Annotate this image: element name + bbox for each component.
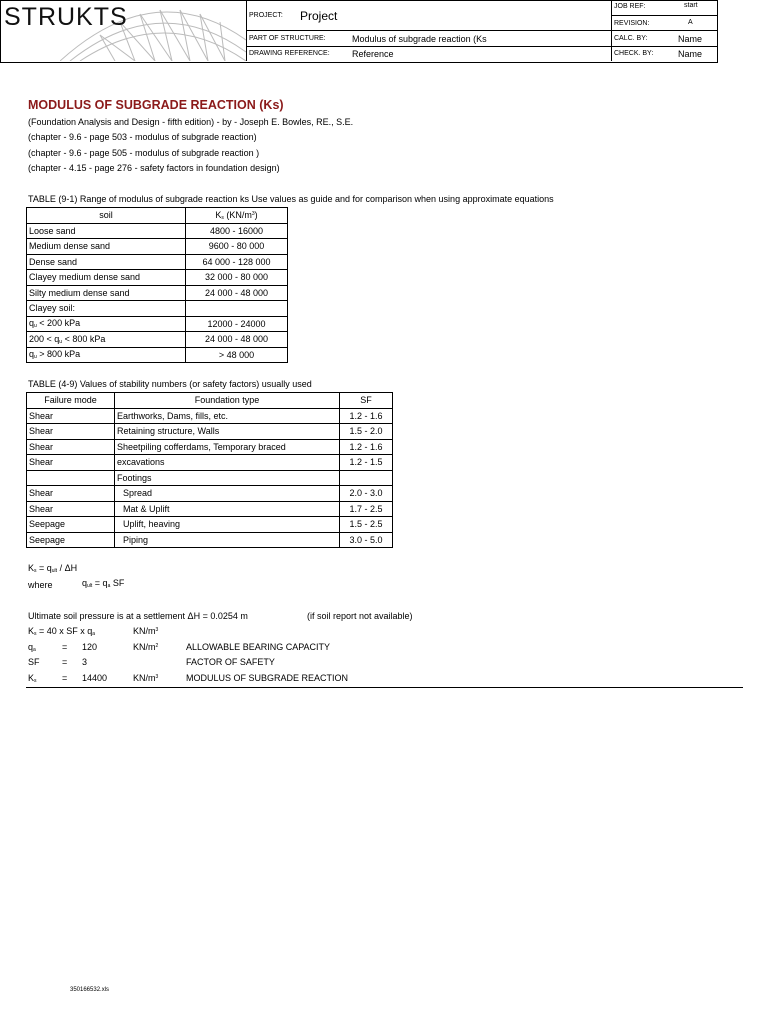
company-logo: STRUKTS <box>4 3 128 31</box>
table-row <box>27 239 288 255</box>
failure-mode-cell: Shear <box>27 501 115 517</box>
subgrade-modulus-table <box>26 207 288 363</box>
drawing-reference-value: Reference <box>352 49 394 59</box>
safety-factor-table <box>26 392 393 548</box>
sf-cell: 1.2 - 1.5 <box>340 455 393 471</box>
foundation-type-cell: Retaining structure, Walls <box>115 424 340 440</box>
ks-formula: $K_s = q_{ult} / \Delta H$ <box>28 563 78 574</box>
table-row <box>27 517 393 533</box>
k-cell: > 48 000 <box>186 347 288 363</box>
table-row <box>27 316 288 332</box>
table-row <box>27 439 393 455</box>
sf-cell: 1.2 - 1.6 <box>340 408 393 424</box>
k-cell: 64 000 - 128 000 <box>186 254 288 270</box>
foundation-type-cell: Piping <box>115 532 340 548</box>
qult-formula: $q_{ult} = q_a$ SF <box>82 578 125 589</box>
drawing-reference-label: DRAWING REFERENCE: <box>249 50 330 57</box>
k-cell: 12000 - 24000 <box>186 316 288 332</box>
table-row <box>27 532 393 548</box>
table-row <box>27 424 393 440</box>
reference-line: (Foundation Analysis and Design - fifth edition) - by - Joseph E. Bowles, RE., S.E. <box>28 117 354 127</box>
part-of-structure-label: PART OF STRUCTURE: <box>249 35 326 42</box>
failure-mode-cell: Shear <box>27 424 115 440</box>
sf-cell: 1.5 - 2.0 <box>340 424 393 440</box>
job-ref-value: start <box>684 2 698 9</box>
column-header-failure-mode: Failure mode <box>27 393 115 409</box>
foundation-type-cell: Spread <box>115 486 340 502</box>
soil-cell: Silty medium dense sand <box>27 285 186 301</box>
foundation-type-cell: Uplift, heaving <box>115 517 340 533</box>
sf-cell: 1.5 - 2.5 <box>340 517 393 533</box>
revision-value: A <box>688 19 693 26</box>
foundation-type-cell: Footings <box>115 470 340 486</box>
table-row <box>27 486 393 502</box>
check-by-label: CHECK. BY: <box>614 50 654 57</box>
table2-caption: TABLE (4-9) Values of stability numbers (or safety factors) usually used <box>28 379 312 389</box>
soil-cell: Dense sand <box>27 254 186 270</box>
foundation-type-cell: Mat & Uplift <box>115 501 340 517</box>
settlement-intro: Ultimate soil pressure is at a settlement ΔH = 0.0254 m <box>28 611 248 621</box>
calc-by-label: CALC. BY: <box>614 35 648 42</box>
project-label: PROJECT: <box>249 12 283 19</box>
table-row <box>27 455 393 471</box>
table-row <box>27 408 393 424</box>
foundation-type-cell: Sheetpiling cofferdams, Temporary braced <box>115 439 340 455</box>
column-header-soil: soil <box>27 208 186 224</box>
table-row <box>27 270 288 286</box>
table-row <box>27 301 288 317</box>
failure-mode-cell: Shear <box>27 486 115 502</box>
part-of-structure-value: Modulus of subgrade reaction (Ks <box>352 34 487 44</box>
calc-by-value: Name <box>678 34 703 44</box>
soil-cell: Clayey soil: <box>27 301 186 317</box>
sf-cell: 3.0 - 5.0 <box>340 532 393 548</box>
table-row <box>27 285 288 301</box>
divider <box>26 687 743 688</box>
table1-caption: TABLE (9-1) Range of modulus of subgrade reaction ks Use values as guide and for comparison when using approximate equations <box>28 194 554 204</box>
foundation-type-cell: Earthworks, Dams, fills, etc. <box>115 408 340 424</box>
table-row <box>27 501 393 517</box>
header-block <box>0 0 718 63</box>
soil-cell: $200 < q_u < 800$ kPa <box>27 332 186 348</box>
soil-cell: $q_u > 800$ kPa <box>27 347 186 363</box>
page-title: MODULUS OF SUBGRADE REACTION (Ks) <box>28 98 284 112</box>
sf-cell: 1.7 - 2.5 <box>340 501 393 517</box>
column-header-sf: SF <box>340 393 393 409</box>
k-cell: 4800 - 16000 <box>186 223 288 239</box>
column-header-foundation-type: Foundation type <box>115 393 340 409</box>
k-cell <box>186 301 288 317</box>
where-label: where <box>28 580 53 590</box>
ks-equation: $K_s = 40$ x SF x $q_a$ <box>28 626 96 637</box>
table-row <box>27 223 288 239</box>
column-header-k: $K_s$ $(KN/m^3)$ <box>186 208 288 224</box>
table-header-row <box>27 208 288 224</box>
k-cell: 24 000 - 48 000 <box>186 285 288 301</box>
soil-cell: $q_u < 200$ kPa <box>27 316 186 332</box>
k-cell: 9600 - 80 000 <box>186 239 288 255</box>
soil-cell: Clayey medium dense sand <box>27 270 186 286</box>
k-cell: 24 000 - 48 000 <box>186 332 288 348</box>
ks-equation-unit: $KN/m^3$ <box>133 626 159 636</box>
table-row <box>27 254 288 270</box>
reference-line: (chapter - 4.15 - page 276 - safety factors in foundation design) <box>28 163 280 173</box>
job-ref-label: JOB REF: <box>614 3 646 10</box>
failure-mode-cell: Shear <box>27 439 115 455</box>
table-row <box>27 347 288 363</box>
reference-line: (chapter - 9.6 - page 505 - modulus of subgrade reaction ) <box>28 148 260 158</box>
check-by-value: Name <box>678 49 703 59</box>
sf-cell: 1.2 - 1.6 <box>340 439 393 455</box>
project-value: Project <box>300 9 338 23</box>
failure-mode-cell <box>27 470 115 486</box>
table-row <box>27 470 393 486</box>
settlement-note: (if soil report not available) <box>307 611 413 621</box>
table-header-row <box>27 393 393 409</box>
failure-mode-cell: Shear <box>27 408 115 424</box>
soil-cell: Medium dense sand <box>27 239 186 255</box>
failure-mode-cell: Shear <box>27 455 115 471</box>
reference-line: (chapter - 9.6 - page 503 - modulus of subgrade reaction) <box>28 132 257 142</box>
foundation-type-cell: excavations <box>115 455 340 471</box>
revision-label: REVISION: <box>614 20 650 27</box>
k-cell: 32 000 - 80 000 <box>186 270 288 286</box>
table-row <box>27 332 288 348</box>
soil-cell: Loose sand <box>27 223 186 239</box>
sf-cell <box>340 470 393 486</box>
failure-mode-cell: Seepage <box>27 517 115 533</box>
logo-cell <box>0 0 247 61</box>
sf-cell: 2.0 - 3.0 <box>340 486 393 502</box>
failure-mode-cell: Seepage <box>27 532 115 548</box>
file-name: 350166532.xls <box>70 987 110 993</box>
